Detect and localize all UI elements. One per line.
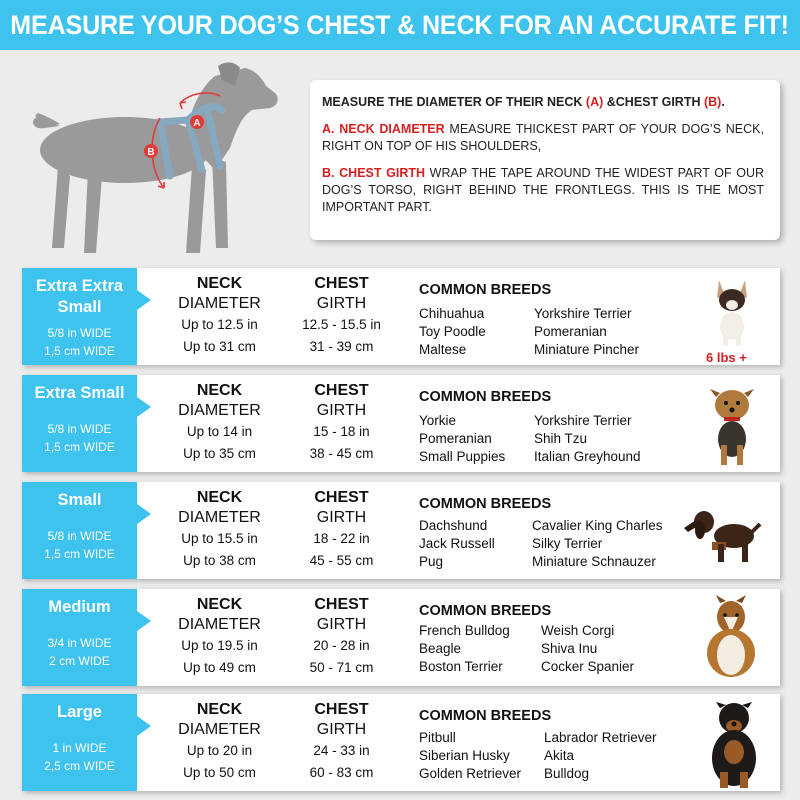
chest-cm: 60 - 83 cm [309,765,374,780]
neck-column: NECK DIAMETER Up to 19.5 in Up to 49 cm [167,595,272,679]
breed: Shih Tzu [534,431,588,446]
strap-width-cm: 2,5 cm WIDE [44,759,115,773]
neck-in: Up to 19.5 in [181,638,258,653]
breed: Small Puppies [419,449,506,464]
breed: Maltese [419,342,467,357]
breed: Miniature Schnauzer [532,554,656,569]
neck-in: Up to 14 in [186,424,253,439]
size-label [22,375,137,472]
neck-column: NECK DIAMETER Up to 20 in Up to 50 cm [167,700,272,784]
size-row-extra-small [22,375,780,472]
breed: Labrador Retriever [544,730,657,745]
strap-width-cm: 1,5 cm WIDE [44,344,115,358]
breed: Akita [544,748,575,763]
size-name: Extra Extra [35,277,124,295]
size-name: Large [57,703,102,721]
size-name: Medium [48,598,111,616]
size-row-medium [22,589,780,686]
breed: French Bulldog [419,623,510,638]
breed: Boston Terrier [419,659,503,674]
neck-cm: Up to 50 cm [183,765,256,780]
dachshund-photo [682,498,762,568]
chest-cm: 38 - 45 cm [309,446,374,461]
size-name: Small [57,298,102,316]
strap-width-in: 1 in WIDE [52,741,107,755]
strap-width-in: 5/8 in WIDE [47,529,112,543]
marker-a [190,115,204,129]
breed: Siberian Husky [419,748,510,763]
breeds-heading: COMMON BREEDS [419,389,552,405]
breed: Bulldog [544,766,590,781]
size-name: Small [57,491,102,509]
marker-b [144,144,158,158]
chest-column: CHEST GIRTH 12.5 - 15.5 in 31 - 39 cm [294,274,389,358]
breed: Golden Retriever [419,766,522,781]
breed: Toy Poodle [419,324,486,339]
chest-in: 24 - 33 in [313,743,370,758]
breed: Weish Corgi [541,623,615,638]
weight-note: 6 lbs + [706,350,747,365]
breed: Pomeranian [534,324,607,339]
breed: Cavalier King Charles [532,518,663,533]
measurement-instructions [310,80,780,240]
breeds-heading: COMMON BREEDS [419,603,552,619]
chest-in: 20 - 28 in [313,638,370,653]
chihuahua-photo [707,276,757,348]
dog-measurement-diagram [30,58,290,263]
neck-column: NECK DIAMETER Up to 15.5 in Up to 38 cm [167,488,272,572]
breed: Beagle [419,641,462,656]
instructions-headline: MEASURE THE DIAMETER OF THEIR NECK (A) &CHEST GIRTH (B). [322,95,725,109]
strap-width-cm: 1,5 cm WIDE [44,440,115,454]
breed: Pug [419,554,444,569]
neck-cm: Up to 38 cm [183,553,256,568]
breed: Pitbull [419,730,456,745]
svg-text:A: A [193,118,201,129]
size-label [22,694,137,791]
chest-in: 18 - 22 in [313,531,370,546]
size-label [22,482,137,579]
breed: Shiva Inu [541,641,598,656]
strap-width-in: 3/4 in WIDE [47,636,112,650]
breed: Yorkshire Terrier [534,306,632,321]
neck-instruction: A. NECK DIAMETER MEASURE THICKEST PART OF YOUR DOG’S NECK, RIGHT ON TOP OF HIS SHOULDERS, [322,122,764,153]
strap-width-in: 5/8 in WIDE [47,422,112,436]
breeds-heading: COMMON BREEDS [419,708,552,724]
title-banner [0,0,800,50]
breed: Pomeranian [419,431,492,446]
dog-silhouette [33,62,278,253]
chest-column: CHEST GIRTH 15 - 18 in 38 - 45 cm [294,381,389,465]
size-row-small [22,482,780,579]
breed: Silky Terrier [532,536,603,551]
strap-width-in: 5/8 in WIDE [47,326,112,340]
breeds-heading: COMMON BREEDS [419,282,552,298]
chest-instruction: B. CHEST GIRTH WRAP THE TAPE AROUND THE WIDEST PART OF OUR DOG’S TORSO, RIGHT BEHIND THE FRONTLEGS. THIS IS THE MOST IMPORTANT PART. [322,166,765,214]
chest-in: 15 - 18 in [313,424,370,439]
size-name: Extra Small [34,384,125,402]
chest-cm: 45 - 55 cm [309,553,374,568]
neck-in: Up to 20 in [186,743,253,758]
breed: Yorkie [419,413,457,428]
breed: Jack Russell [419,536,495,551]
chest-column: CHEST GIRTH 18 - 22 in 45 - 55 cm [294,488,389,572]
breed: Miniature Pincher [534,342,640,357]
size-label [22,268,137,365]
neck-cm: Up to 35 cm [183,446,256,461]
chest-column: CHEST GIRTH 20 - 28 in 50 - 71 cm [294,595,389,679]
chest-cm: 31 - 39 cm [309,339,374,354]
page-title: MEASURE YOUR DOG’S CHEST & NECK FOR AN ACCURATE FIT! [10,9,790,40]
chest-column: CHEST GIRTH 24 - 33 in 60 - 83 cm [294,700,389,784]
svg-text:B: B [147,147,155,158]
neck-column: NECK DIAMETER Up to 14 in Up to 35 cm [167,381,272,465]
strap-width-cm: 1,5 cm WIDE [44,547,115,561]
yorkie-photo [702,383,762,467]
collie-photo [698,593,764,683]
breed: Cocker Spanier [541,659,635,674]
rottweiler-photo [702,696,766,790]
neck-in: Up to 15.5 in [181,531,258,546]
size-row-extra-extra-small [22,268,780,365]
chest-cm: 50 - 71 cm [309,660,374,675]
breed: Yorkshire Terrier [534,413,632,428]
neck-cm: Up to 31 cm [183,339,256,354]
strap-width-cm: 2 cm WIDE [49,654,110,668]
neck-in: Up to 12.5 in [181,317,258,332]
breed: Chihuahua [419,306,485,321]
chest-in: 12.5 - 15.5 in [302,317,381,332]
size-label [22,589,137,686]
breeds-heading: COMMON BREEDS [419,496,552,512]
neck-cm: Up to 49 cm [183,660,256,675]
breed: Dachshund [419,518,488,533]
neck-column: NECK DIAMETER Up to 12.5 in Up to 31 cm [167,274,272,358]
size-row-large [22,694,780,791]
breed: Italian Greyhound [534,449,641,464]
